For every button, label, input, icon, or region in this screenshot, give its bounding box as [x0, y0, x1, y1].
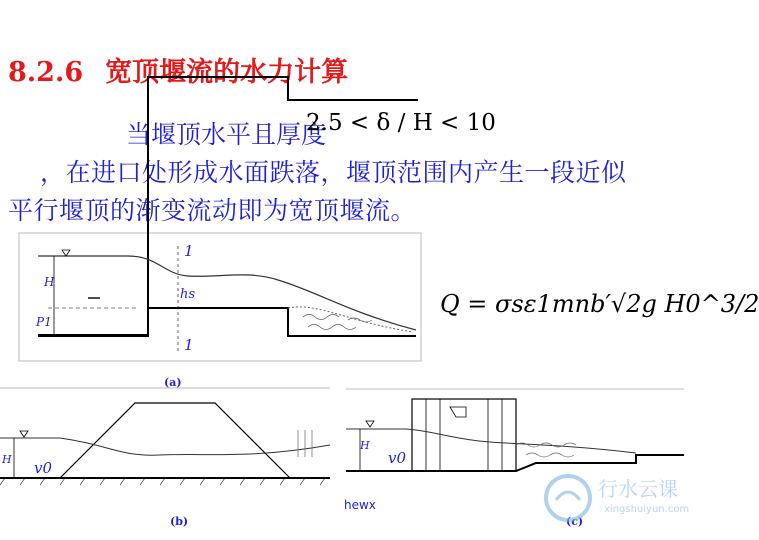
bed-hatching-b — [0, 478, 325, 485]
thickness-condition: 2.5 < δ / H < 10 — [306, 110, 496, 136]
label-v0-b: v0 — [34, 459, 53, 477]
caption-c: (c) — [566, 515, 584, 528]
label-section-1-top: 1 — [184, 242, 194, 260]
label-v0-c: v0 — [388, 449, 407, 467]
gate-pillars — [426, 399, 502, 471]
paragraph-line-2: ，在进口处形成水面跌落，堰顶范围内产生一段近似 — [40, 158, 627, 187]
watermark-text: 行水云课 — [598, 477, 678, 501]
paragraph-line-3: 平行堰顶的渐变流动即为宽顶堰流。 — [8, 196, 417, 225]
watermark-url: xingshuiyun.com — [604, 504, 690, 515]
label-section-1-bottom: 1 — [184, 336, 194, 354]
figure-a-frame — [19, 233, 421, 361]
label-H-b: H — [2, 453, 12, 466]
gate-structure — [412, 399, 516, 471]
label-hs: hs — [180, 287, 196, 302]
figure-a-broad-crested-weir — [18, 232, 422, 362]
caption-a: (a) — [164, 376, 182, 389]
paragraph-line-1: 当堰顶水平且厚度 — [126, 120, 327, 149]
label-H: H — [44, 275, 55, 289]
label-P1: P1 — [36, 315, 52, 329]
gate-detail — [450, 407, 466, 417]
water-surface-b — [0, 438, 330, 455]
trapezoid-weir — [60, 403, 290, 478]
label-H-c: H — [360, 439, 370, 452]
slide-title — [8, 50, 348, 89]
downstream-gate-lines — [298, 430, 312, 457]
watermark-logo-ring — [546, 476, 590, 520]
water-level-marker-c — [366, 421, 374, 427]
watermark-logo-wave — [556, 492, 580, 500]
watermark-logo — [540, 470, 718, 528]
caption-b: (b) — [170, 515, 189, 528]
water-level-marker-b — [20, 431, 28, 437]
discharge-formula: Q = σsε1mnb′√2g H0^3/2 — [440, 290, 759, 318]
footer-note: hewx — [344, 498, 376, 512]
figure-b-trapezoid-weir — [0, 385, 332, 500]
section-title: 宽顶堰流的水力计算 — [105, 57, 349, 88]
section-number: 8.2.6 — [8, 57, 84, 88]
